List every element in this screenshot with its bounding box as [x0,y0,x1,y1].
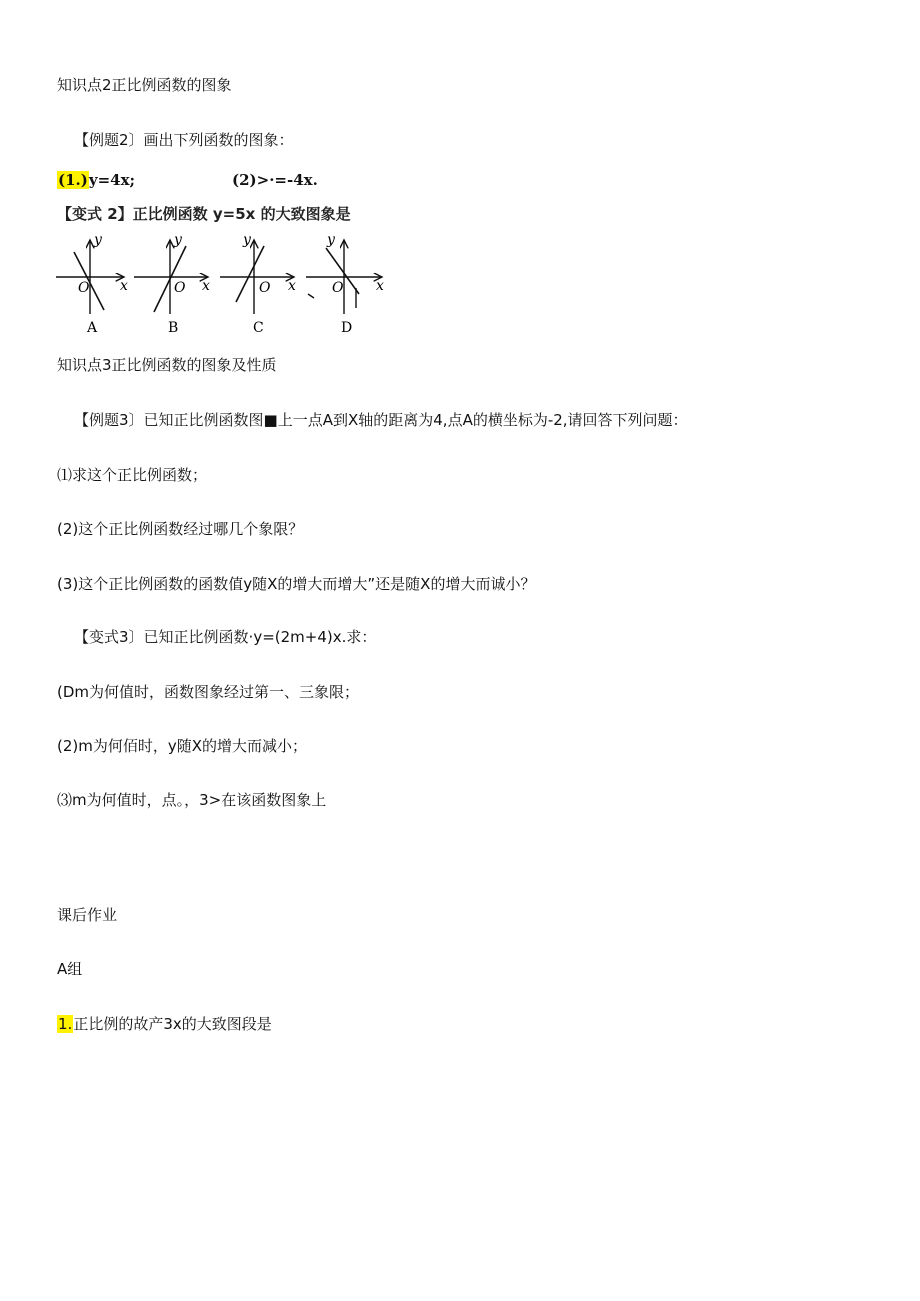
graph-b [134,232,210,336]
graph-c [220,232,296,336]
homework-item-1 [57,1014,272,1034]
graph-d-label: D [341,320,353,336]
graph-c-label: C [253,320,264,336]
example-2-text: 画出下列函数的图象： [143,131,294,149]
variant-3-item-1: (Dm为何值时，函数图象经过第一、三象限； [57,683,360,701]
section-title-k3: 知识点3正比例函数的图象及性质 [57,356,277,374]
graph-d-x-label: x [376,278,384,294]
variant-2-title: 【变式 2】正比例函数 y=5x 的大致图象是 [57,205,351,223]
example-2-item-2: (2)>·=-4x. [232,171,318,189]
question-2: (2)这个正比例函数经过哪几个象限？ [57,520,304,538]
example-3-text: 已知正比例函数图■上一点A到X轴的距离为4,点A的横坐标为-2,请回答下列问题： [143,411,688,429]
graph-d [306,232,384,336]
variant-3-item-3: ⑶m为何值时，点。，3>在该函数图象上 [57,791,327,809]
question-1: ⑴求这个正比例函数； [57,466,208,484]
item-1-number: (1.) [58,171,88,189]
graph-c-origin: O [259,280,271,296]
variant-3 [74,627,376,647]
example-2-item-1 [57,170,135,190]
graph-b-label: B [168,320,179,336]
graph-a [56,232,128,336]
graph-a-origin: O [78,280,90,296]
variant-3-text: 已知正比例函数·y=(2m+4)x.求： [143,628,377,646]
example-2-label: 【例题2〕 [74,131,144,149]
section-title-k2: 知识点2正比例函数的图象 [57,76,232,94]
variant-3-item-2: (2)m为何佰时，y随X的增大而减小； [57,737,308,755]
graph-a-x-label: x [120,278,128,294]
homework-item-1-text: 正比例的故产3x的大致图段是 [73,1015,272,1033]
homework-title: 课后作业 [57,906,118,924]
question-3: (3)这个正比例函数的函数值y随X的增大而增大”还是随X的增大而诚小？ [57,575,536,593]
graph-c-y-label: y [243,232,251,248]
graph-c-x-label: x [288,278,296,294]
variant-3-label: 【变式3〕 [74,628,144,646]
group-a-title: A组 [57,960,83,978]
graph-b-origin: O [174,280,186,296]
graph-a-label: A [87,320,98,336]
example-3 [74,410,688,430]
graph-b-x-label: x [202,278,210,294]
graph-b-y-label: y [174,232,182,248]
example-3-label: 【例题3〕 [74,411,144,429]
graph-d-y-label: y [327,232,335,248]
graph-options-figure [54,232,394,341]
graph-a-y-label: y [94,232,102,248]
example-2 [74,130,294,150]
graph-d-origin: O [332,280,344,296]
graph-options-svg [54,232,394,337]
item-1-expr: y=4x; [88,171,136,189]
homework-item-1-number: 1. [58,1015,73,1033]
